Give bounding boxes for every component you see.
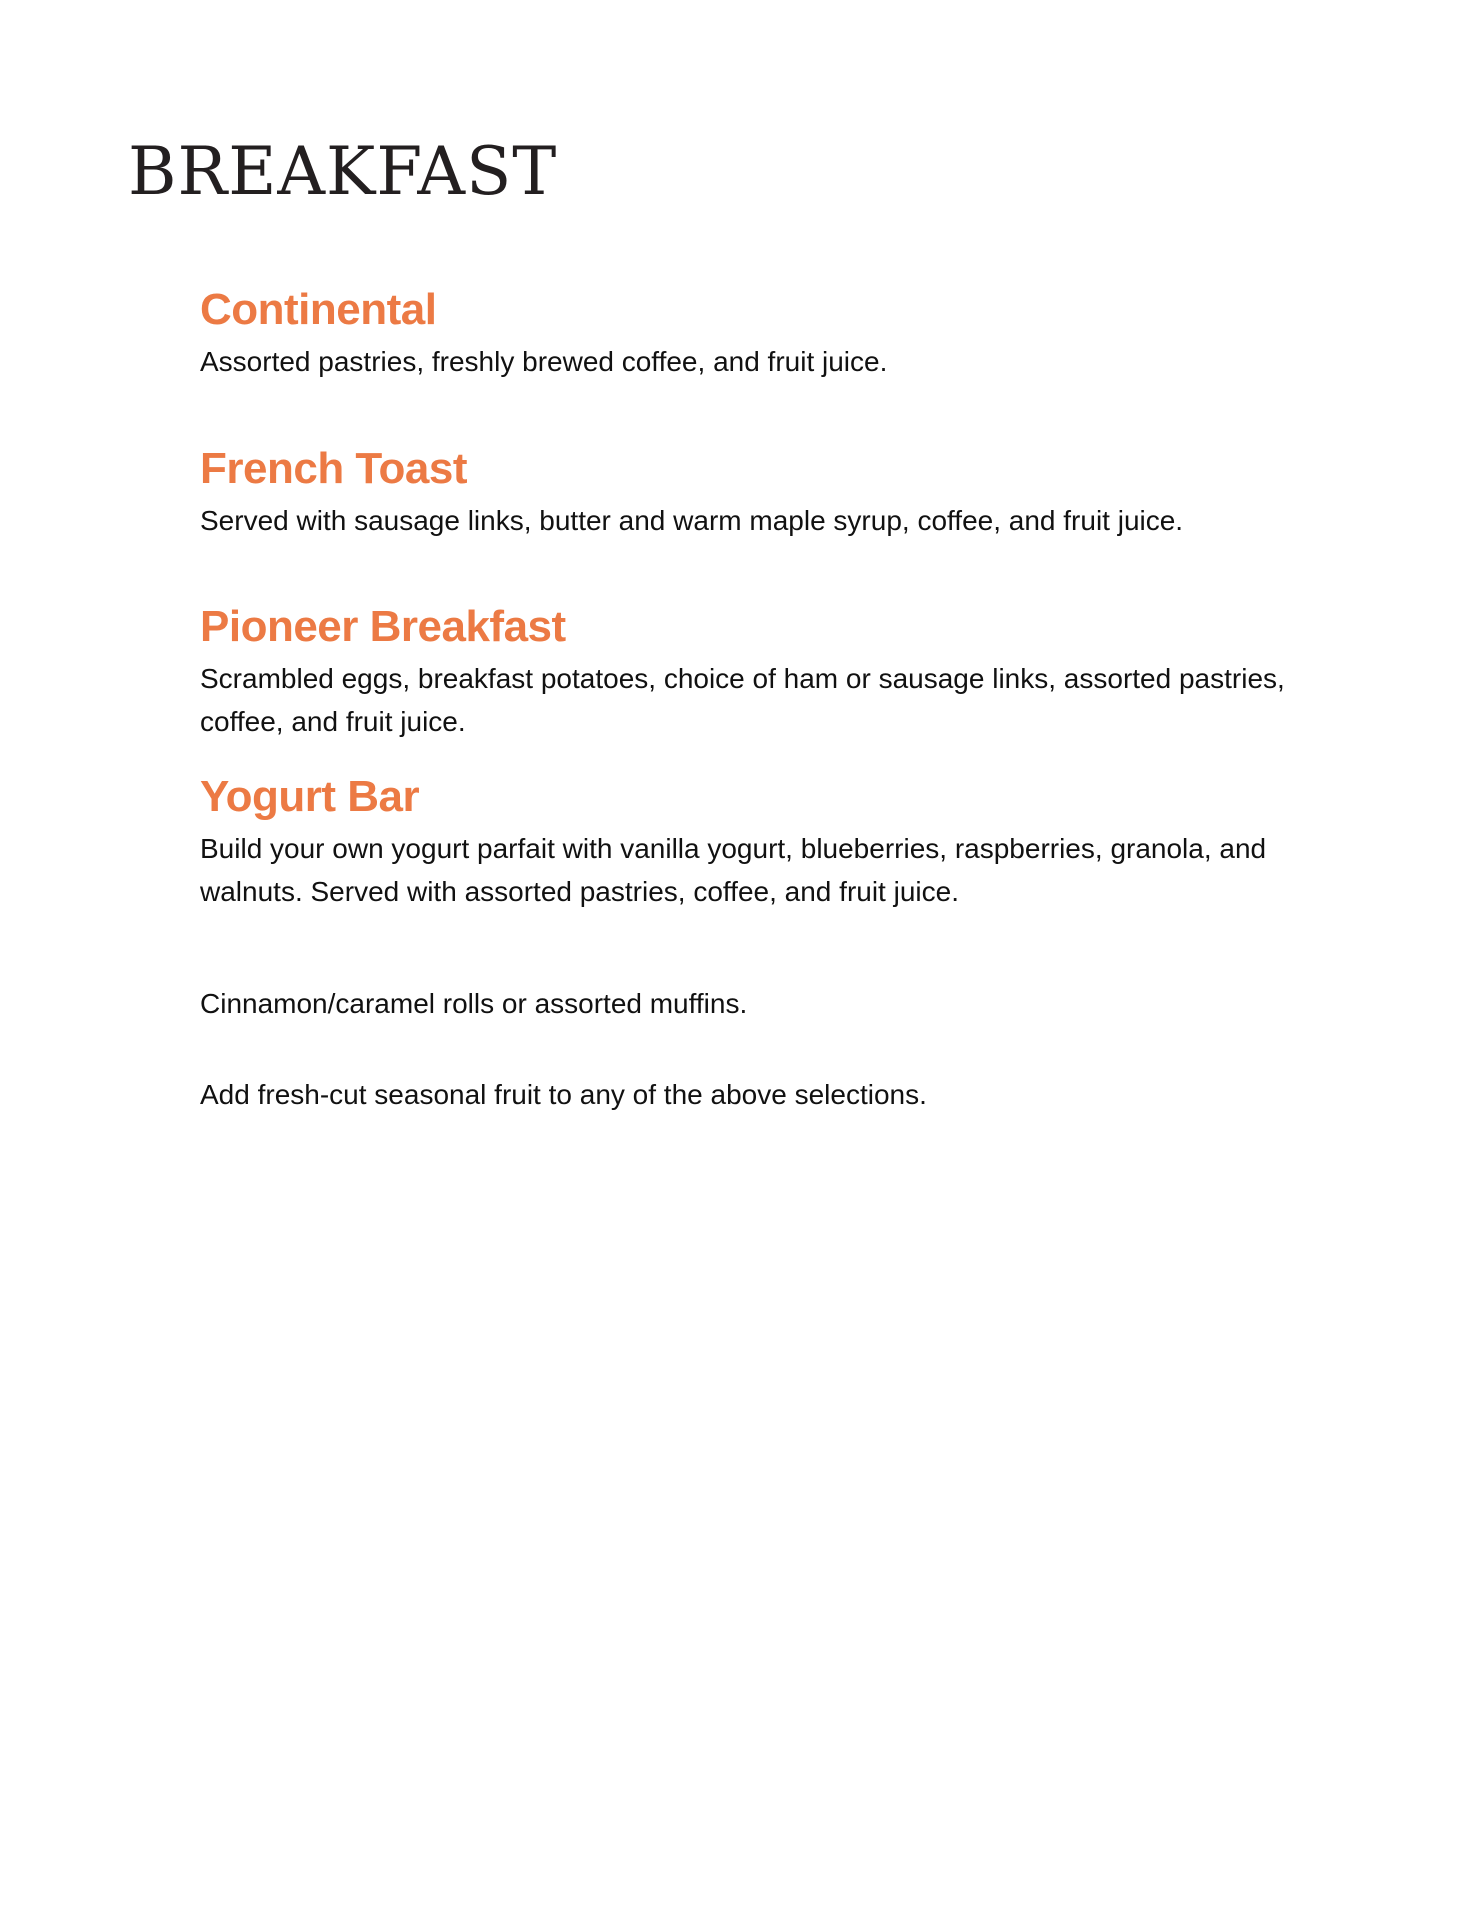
menu-item-description: Assorted pastries, freshly brewed coffee, and fruit juice. (200, 346, 888, 377)
menu-note-fruit: Add fresh-cut seasonal fruit to any of the above selections. (200, 1079, 927, 1110)
menu-item-yogurt-bar (200, 771, 1350, 913)
menu-note-rolls: Cinnamon/caramel rolls or assorted muffins. (200, 988, 748, 1019)
menu-item-description: Scrambled eggs, breakfast potatoes, choice of ham or sausage links, assorted pastries, coffee, and fruit juice. (200, 663, 1285, 737)
menu-item-name: French Toast (200, 444, 468, 493)
menu-item-continental (200, 284, 1350, 383)
menu-item-pioneer-breakfast (200, 601, 1350, 743)
menu-item-description: Build your own yogurt parfait with vanilla yogurt, blueberries, raspberries, granola, and walnuts. Served with assorted pastries, coffee, and fruit juice. (200, 833, 1267, 907)
menu-item-name: Pioneer Breakfast (200, 602, 566, 651)
menu-item-description: Served with sausage links, butter and warm maple syrup, coffee, and fruit juice. (200, 505, 1184, 536)
page-title: BREAKFAST (128, 133, 558, 210)
menu-item-name: Continental (200, 285, 437, 334)
menu-item-french-toast (200, 443, 1350, 542)
menu-item-name: Yogurt Bar (200, 772, 420, 821)
